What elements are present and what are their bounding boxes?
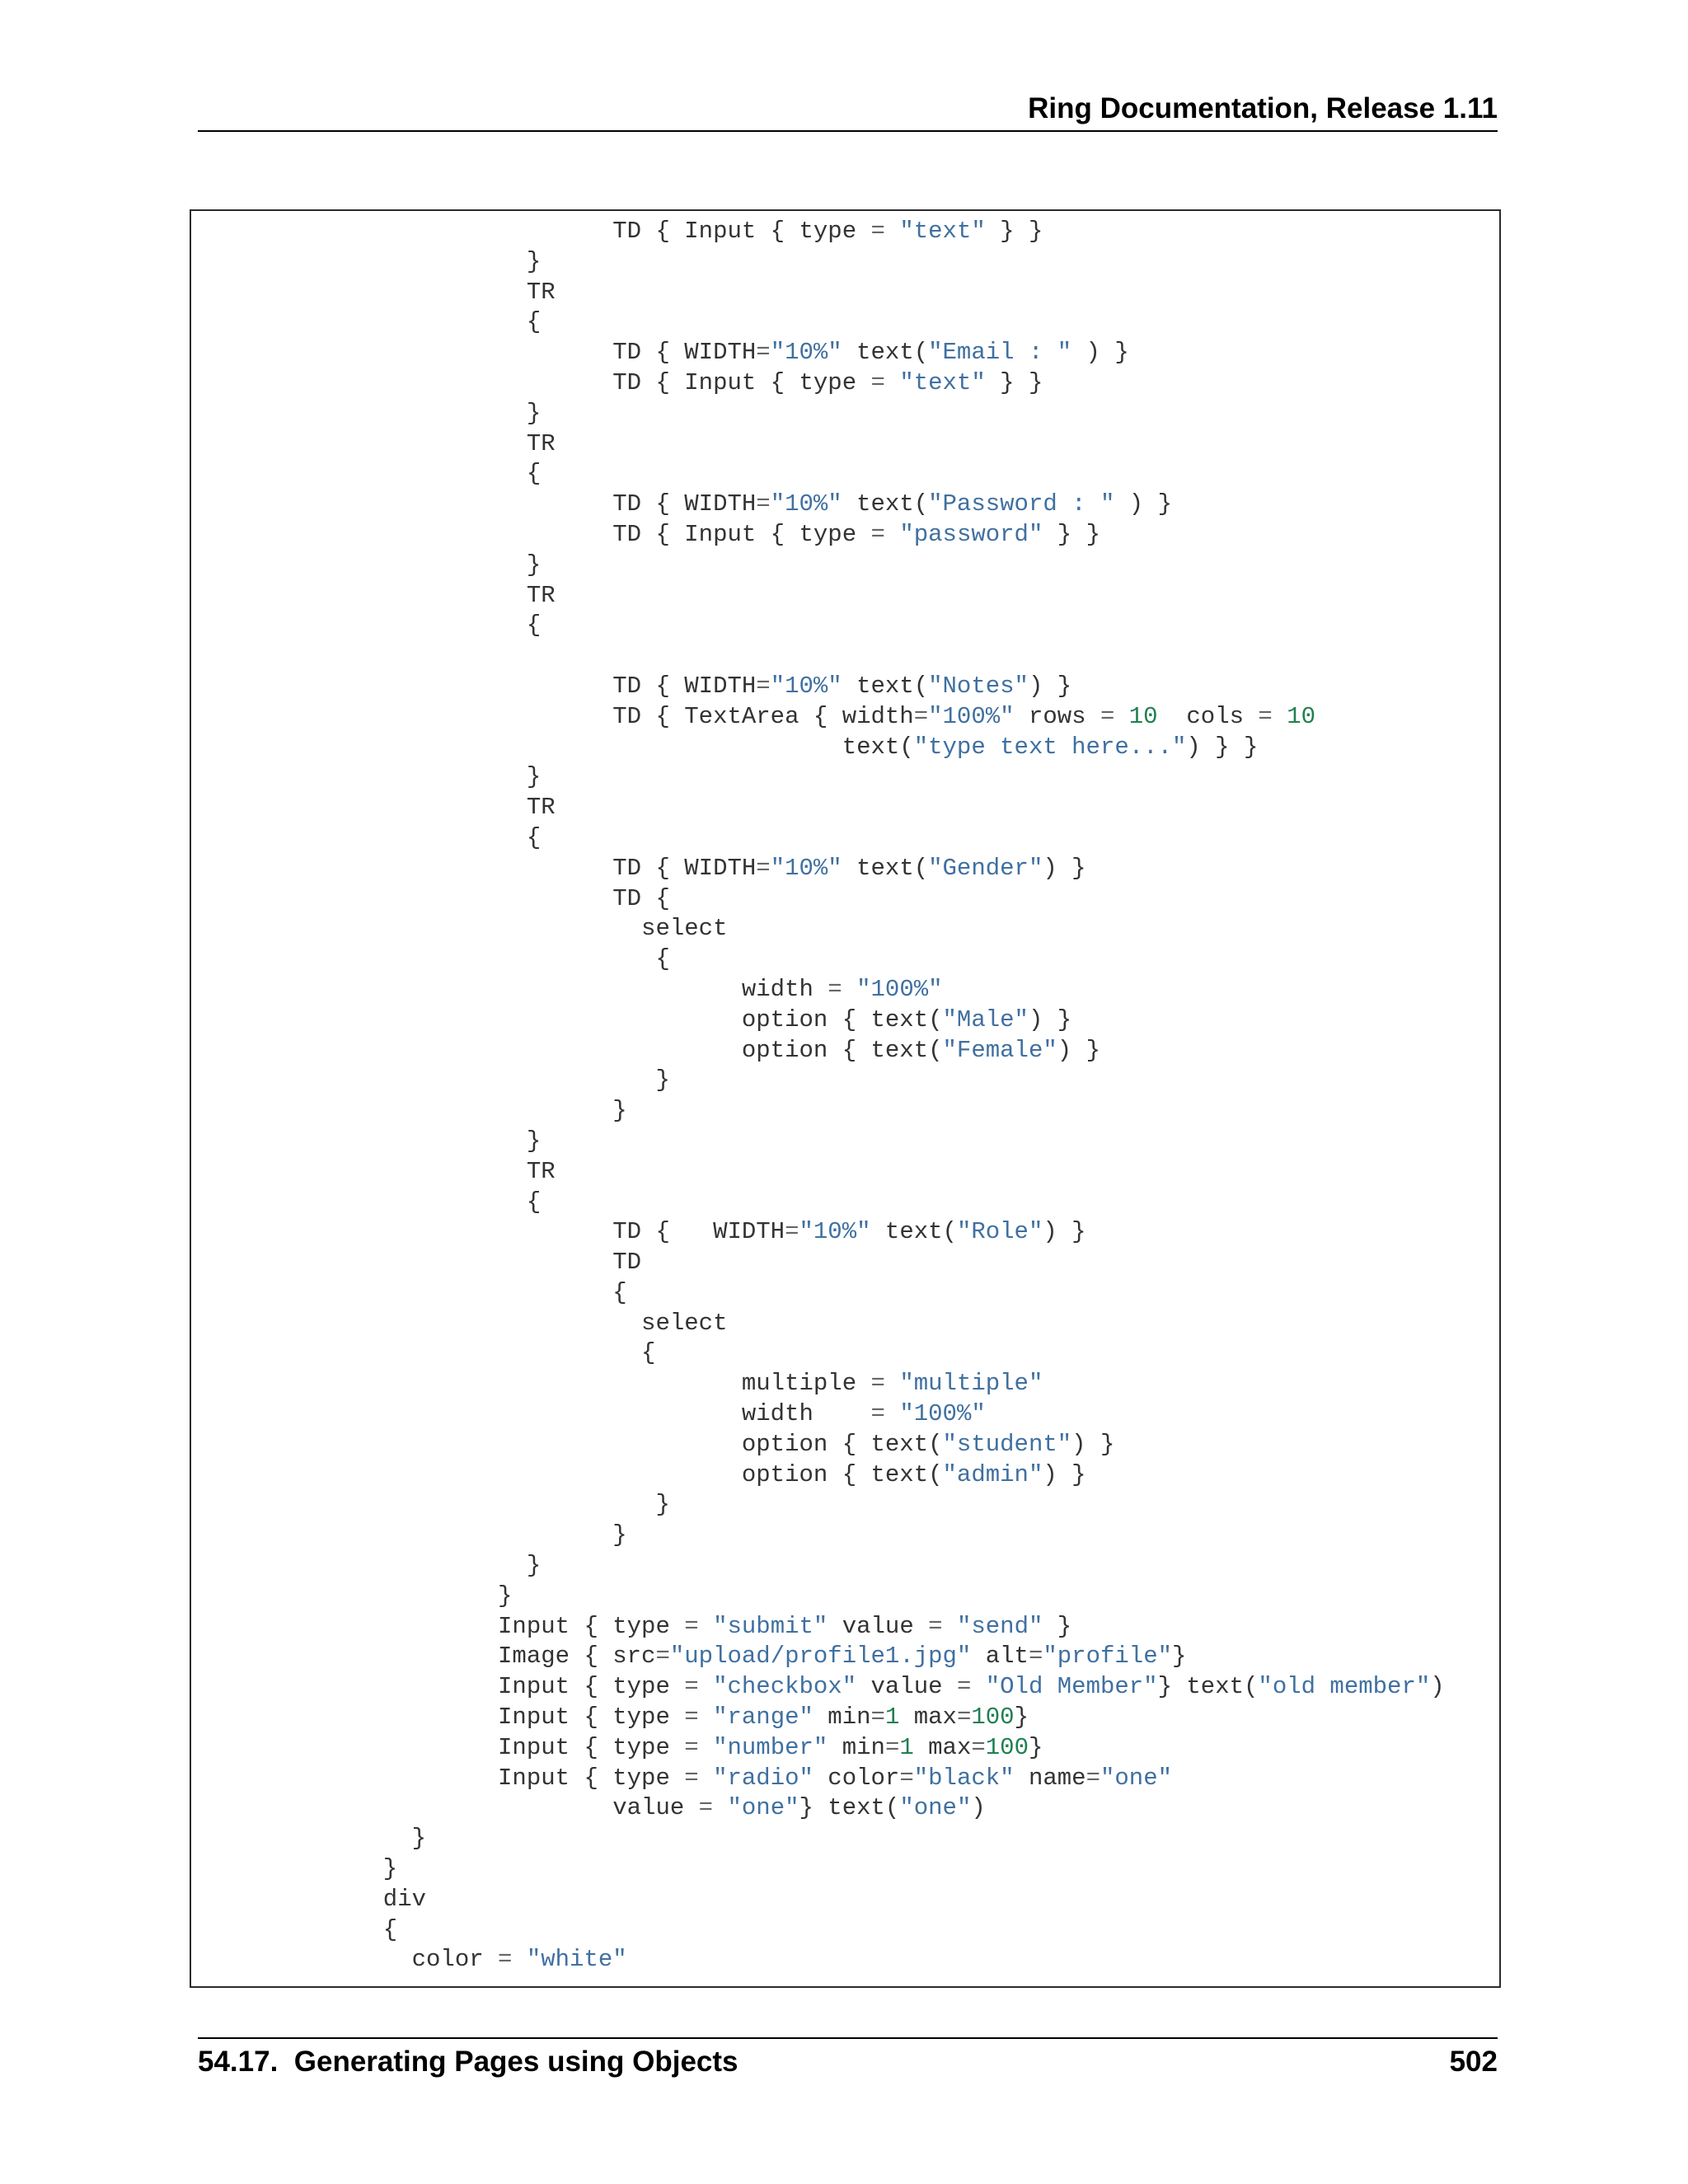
code-lines	[354, 217, 1445, 1975]
code-line: Input { type = "range" min=1 max=100}	[354, 1704, 1029, 1732]
code-line: }	[354, 1097, 627, 1125]
code-line: {	[354, 1278, 627, 1306]
code-line: select	[354, 1309, 728, 1337]
code-line: TD { WIDTH="10%" text("Role") }	[354, 1218, 1086, 1246]
code-line: {	[354, 612, 542, 640]
code-line: }	[354, 551, 542, 579]
code-line: width = "100%"	[354, 975, 943, 1003]
code-line: Input { type = "submit" value = "send" }	[354, 1612, 1072, 1640]
code-line: value = "one"} text("one")	[354, 1794, 986, 1822]
code-line: {	[354, 460, 542, 488]
code-line: {	[354, 945, 670, 973]
code-line: option { text("admin") }	[354, 1460, 1086, 1488]
code-line: Input { type = "number" min=1 max=100}	[354, 1733, 1043, 1761]
code-line: TD {	[354, 884, 670, 912]
code-line: }	[354, 763, 542, 791]
code-line: option { text("student") }	[354, 1430, 1115, 1458]
code-line: }	[354, 247, 542, 275]
code-line: TD { WIDTH="10%" text("Gender") }	[354, 854, 1086, 882]
code-line: }	[354, 1552, 542, 1580]
code-line: TD { TextArea { width="100%" rows = 10 cols = 10	[354, 702, 1316, 730]
code-line: TD { WIDTH="10%" text("Password : " ) }	[354, 490, 1172, 518]
code-line: TR	[354, 794, 556, 822]
code-line: Image { src="upload/profile1.jpg" alt="profile"}	[354, 1643, 1187, 1671]
code-line: }	[354, 1825, 427, 1853]
code-line: TD	[354, 1249, 642, 1277]
code-line: option { text("Male") }	[354, 1005, 1072, 1033]
code-line: }	[354, 1491, 670, 1519]
code-line: div	[354, 1885, 427, 1913]
header-divider	[198, 130, 1498, 132]
code-line: TR	[354, 429, 556, 457]
code-line: TD { Input { type = "text" } }	[354, 368, 1043, 396]
code-line: TD { Input { type = "password" } }	[354, 520, 1100, 548]
footer-section-title: 54.17. Generating Pages using Objects	[198, 2046, 738, 2078]
code-line: Input { type = "radio" color="black" name="one"	[354, 1764, 1172, 1792]
footer-divider	[198, 2037, 1498, 2039]
code-line: width = "100%"	[354, 1400, 986, 1428]
code-line: select	[354, 915, 728, 943]
code-line: }	[354, 1855, 398, 1883]
code-line: }	[354, 1521, 627, 1549]
page-number: 502	[1449, 2046, 1498, 2078]
code-line: TD { WIDTH="10%" text("Notes") }	[354, 672, 1072, 700]
code-line: text("type text here...") } }	[354, 733, 1259, 761]
code-line: TR	[354, 1157, 556, 1185]
code-line: }	[354, 1066, 670, 1094]
code-line: {	[354, 1188, 542, 1216]
code-block	[190, 209, 1501, 1988]
code-line: {	[354, 1339, 656, 1367]
code-line	[354, 641, 1445, 672]
code-line: Input { type = "checkbox" value = "Old Member"} text("old member")	[354, 1673, 1445, 1701]
code-line: }	[354, 1582, 513, 1610]
code-line: TR	[354, 278, 556, 306]
code-line: {	[354, 1915, 398, 1943]
page-header-title: Ring Documentation, Release 1.11	[1028, 92, 1498, 124]
code-line: {	[354, 308, 542, 336]
code-line: multiple = "multiple"	[354, 1370, 1043, 1398]
code-line: TD { WIDTH="10%" text("Email : " ) }	[354, 339, 1129, 367]
code-line: TR	[354, 581, 556, 609]
code-line: option { text("Female") }	[354, 1036, 1100, 1064]
code-line: }	[354, 1127, 542, 1155]
code-line: }	[354, 399, 542, 427]
code-line: color = "white"	[354, 1946, 627, 1974]
code-line: TD { Input { type = "text" } }	[354, 218, 1043, 245]
code-line: {	[354, 823, 542, 851]
